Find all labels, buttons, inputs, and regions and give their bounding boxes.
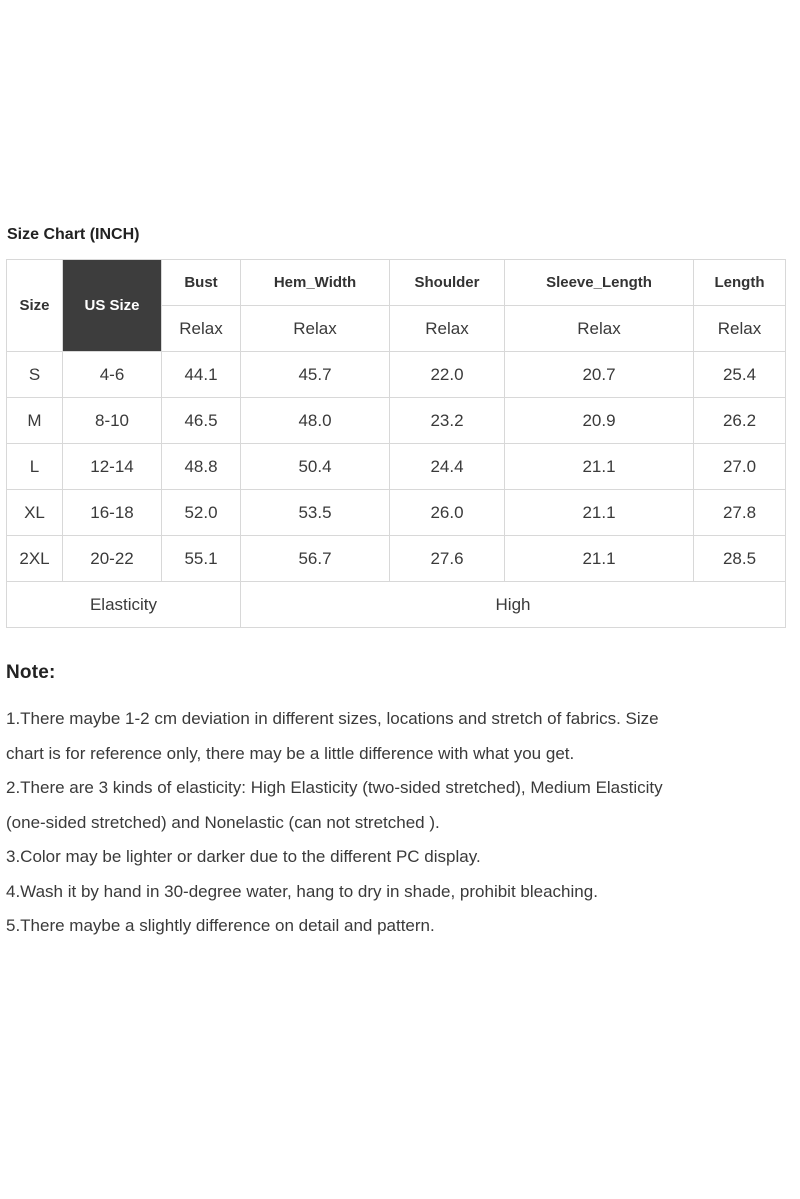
value-cell: 27.6 xyxy=(390,536,505,582)
note-line: 2.There are 3 kinds of elasticity: High Elasticity (two-sided stretched), Medium Elasticity xyxy=(6,778,663,797)
size-cell: L xyxy=(7,444,63,490)
elasticity-row xyxy=(7,582,786,628)
value-cell: 46.5 xyxy=(162,398,241,444)
fit-cell: Relax xyxy=(241,306,390,352)
value-cell: 48.8 xyxy=(162,444,241,490)
note-line: chart is for reference only, there may be a little difference with what you get. xyxy=(6,743,575,763)
value-cell: 55.1 xyxy=(162,536,241,582)
value-cell: 23.2 xyxy=(390,398,505,444)
table-row xyxy=(7,444,786,490)
note-title: Note: xyxy=(6,662,56,683)
value-cell: 21.1 xyxy=(505,490,694,536)
value-cell: 28.5 xyxy=(694,536,786,582)
header-hem-width: Hem_Width xyxy=(241,260,390,306)
table-header-row xyxy=(7,260,786,306)
size-cell: 2XL xyxy=(7,536,63,582)
us-size-cell: 8-10 xyxy=(63,398,162,444)
value-cell: 21.1 xyxy=(505,536,694,582)
value-cell: 26.2 xyxy=(694,398,786,444)
note-line: 1.There maybe 1-2 cm deviation in different sizes, locations and stretch of fabrics. Size xyxy=(6,709,659,728)
table-row xyxy=(7,536,786,582)
value-cell: 56.7 xyxy=(241,536,390,582)
header-bust: Bust xyxy=(162,260,241,306)
note-line: 4.Wash it by hand in 30-degree water, hang to dry in shade, prohibit bleaching. xyxy=(6,881,598,901)
note-line: 5.There maybe a slightly difference on detail and pattern. xyxy=(6,916,435,935)
value-cell: 22.0 xyxy=(390,352,505,398)
notes-section xyxy=(6,662,794,944)
value-cell: 50.4 xyxy=(241,444,390,490)
elasticity-label: Elasticity xyxy=(7,582,241,628)
header-us-size: US Size xyxy=(63,260,162,352)
size-cell: XL xyxy=(7,490,63,536)
value-cell: 45.7 xyxy=(241,352,390,398)
value-cell: 48.0 xyxy=(241,398,390,444)
table-row xyxy=(7,490,786,536)
table-row xyxy=(7,352,786,398)
value-cell: 44.1 xyxy=(162,352,241,398)
fit-cell: Relax xyxy=(162,306,241,352)
value-cell: 53.5 xyxy=(241,490,390,536)
value-cell: 27.0 xyxy=(694,444,786,490)
value-cell: 52.0 xyxy=(162,490,241,536)
fit-cell: Relax xyxy=(505,306,694,352)
table-row xyxy=(7,398,786,444)
header-shoulder: Shoulder xyxy=(390,260,505,306)
fit-cell: Relax xyxy=(694,306,786,352)
value-cell: 20.9 xyxy=(505,398,694,444)
note-line: 3.Color may be lighter or darker due to the different PC display. xyxy=(6,847,481,866)
value-cell: 21.1 xyxy=(505,444,694,490)
value-cell: 20.7 xyxy=(505,352,694,398)
note-line: (one-sided stretched) and Nonelastic (can not stretched ). xyxy=(6,812,440,832)
header-sleeve-length: Sleeve_Length xyxy=(505,260,694,306)
value-cell: 24.4 xyxy=(390,444,505,490)
header-length: Length xyxy=(694,260,786,306)
size-cell: S xyxy=(7,352,63,398)
value-cell: 26.0 xyxy=(390,490,505,536)
size-chart-table xyxy=(6,259,786,628)
us-size-cell: 16-18 xyxy=(63,490,162,536)
us-size-cell: 20-22 xyxy=(63,536,162,582)
size-chart-title: Size Chart (INCH) xyxy=(7,226,140,243)
fit-cell: Relax xyxy=(390,306,505,352)
header-size: Size xyxy=(7,260,63,352)
value-cell: 25.4 xyxy=(694,352,786,398)
elasticity-value: High xyxy=(241,582,786,628)
size-cell: M xyxy=(7,398,63,444)
us-size-cell: 12-14 xyxy=(63,444,162,490)
us-size-cell: 4-6 xyxy=(63,352,162,398)
value-cell: 27.8 xyxy=(694,490,786,536)
